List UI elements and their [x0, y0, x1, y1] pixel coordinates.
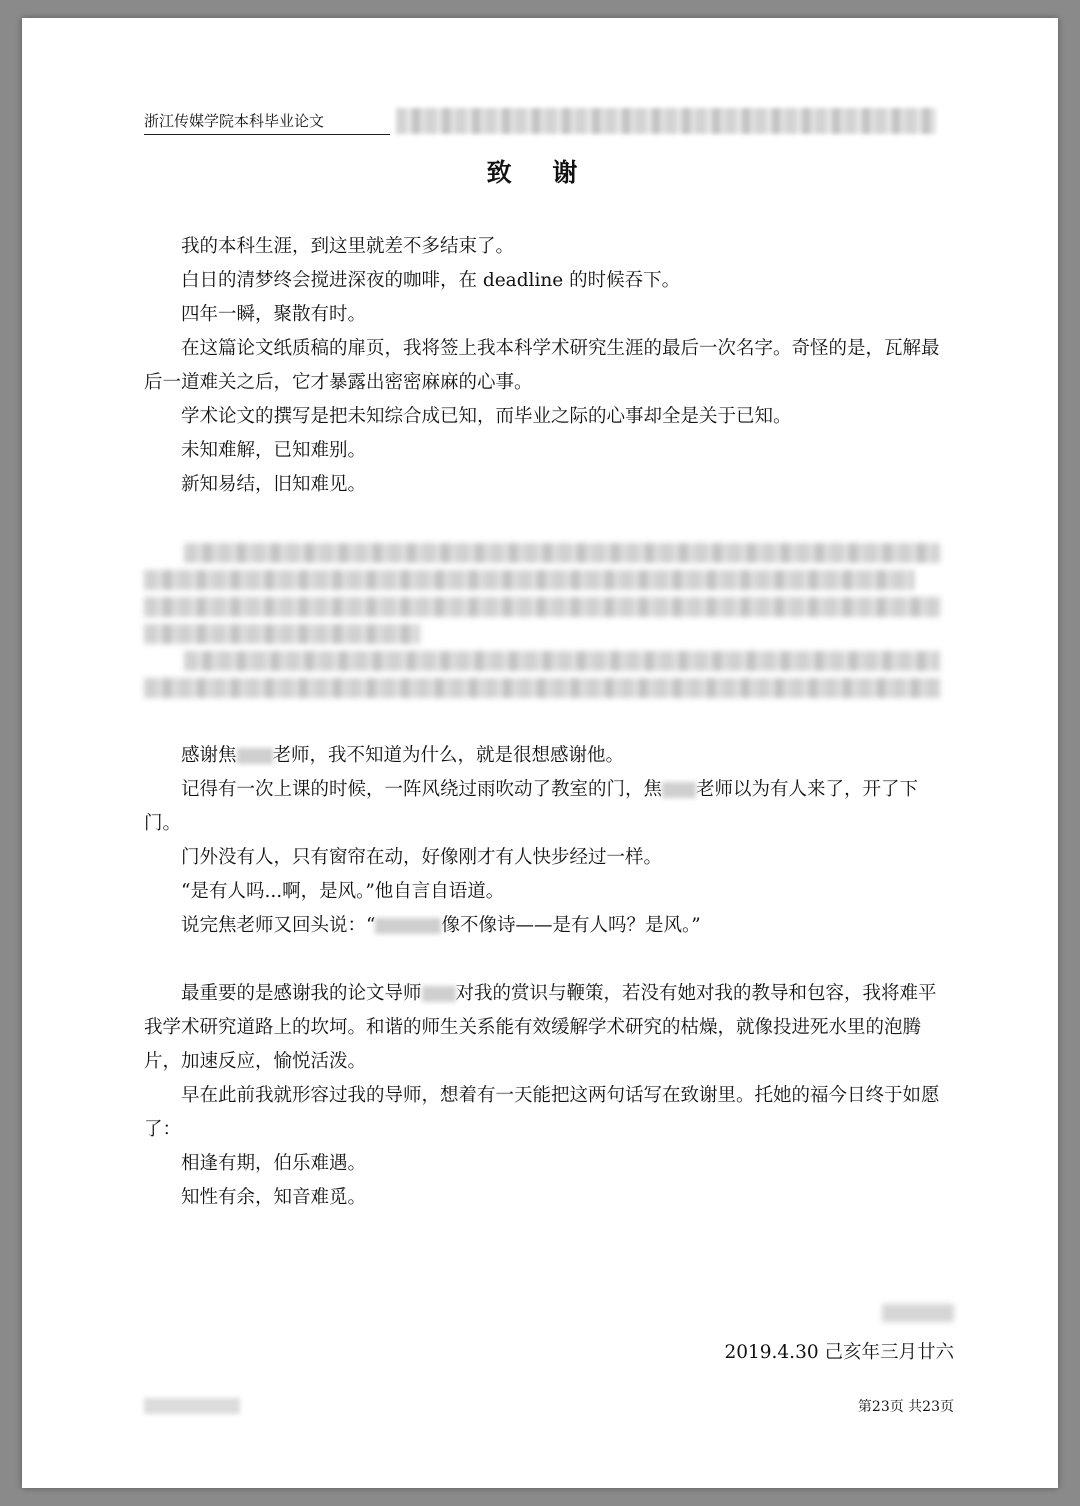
header-redacted-title [396, 108, 936, 134]
paragraph: 最重要的是感谢我的论文导师 对我的赏识与鞭策，若没有她对我的教导和包容，我将难平我学术研究道路上的坎坷。和谐的师生关系能有效缓解学术研究的枯燥，就像投进死水里的泡腾片，加速反应，愉悦活泼。 [144, 983, 937, 1072]
paragraph: 在这篇论文纸质稿的扉页，我将签上我本科学术研究生涯的最后一次名字。奇怪的是，瓦解最后一道难关之后，它才暴露出密密麻麻的心事。 [144, 338, 940, 393]
header-school: 浙江传媒学院本科毕业论文 [144, 112, 325, 130]
paragraph: 说完焦老师又回头说：“ 像不像诗——是有人吗？是风。” [181, 915, 701, 936]
body-text [144, 230, 940, 1215]
paragraph: 未知难解，已知难别。 [181, 440, 367, 461]
redacted-signature [882, 1304, 954, 1322]
page-header [144, 96, 958, 136]
redacted-paragraphs [144, 543, 940, 698]
redacted-name [237, 748, 273, 764]
paragraph: 相逢有期，伯乐难遇。 [181, 1153, 367, 1174]
paragraph: 早在此前我就形容过我的导师，想着有一天能把这两句话写在致谢里。托她的福今日终于如愿了： [144, 1085, 940, 1140]
paragraph: 新知易结，旧知难见。 [181, 474, 367, 495]
redacted-name [662, 782, 696, 798]
paragraph: 记得有一次上课的时候，一阵风绕过雨吹动了教室的门，焦 老师以为有人来了，开了下门。 [144, 779, 919, 834]
paragraph: “是有人吗...啊，是风。”他自言自语道。 [181, 881, 505, 902]
page-title: 致 谢 [486, 158, 594, 187]
page-number: 第23页 共23页 [857, 1399, 954, 1415]
paragraph: 门外没有人，只有窗帘在动，好像刚才有人快步经过一样。 [181, 847, 663, 868]
redacted-name [375, 918, 441, 934]
header-rule [144, 134, 390, 135]
signature-date: 2019.4.30 己亥年三月廿六 [724, 1342, 954, 1363]
paragraph: 四年一瞬，聚散有时。 [181, 304, 367, 325]
footer-redacted [144, 1398, 240, 1414]
paragraph: 学术论文的撰写是把未知综合成已知，而毕业之际的心事却全是关于已知。 [181, 406, 792, 427]
document-page [22, 18, 1058, 1488]
paragraph: 我的本科生涯，到这里就差不多结束了。 [181, 236, 515, 257]
redacted-name [422, 986, 456, 1002]
paragraph: 白日的清梦终会搅进深夜的咖啡，在 deadline 的时候吞下。 [181, 270, 681, 291]
paragraph: 知性有余，知音难觅。 [181, 1187, 367, 1208]
paragraph: 感谢焦 老师，我不知道为什么，就是很想感谢他。 [181, 745, 625, 766]
